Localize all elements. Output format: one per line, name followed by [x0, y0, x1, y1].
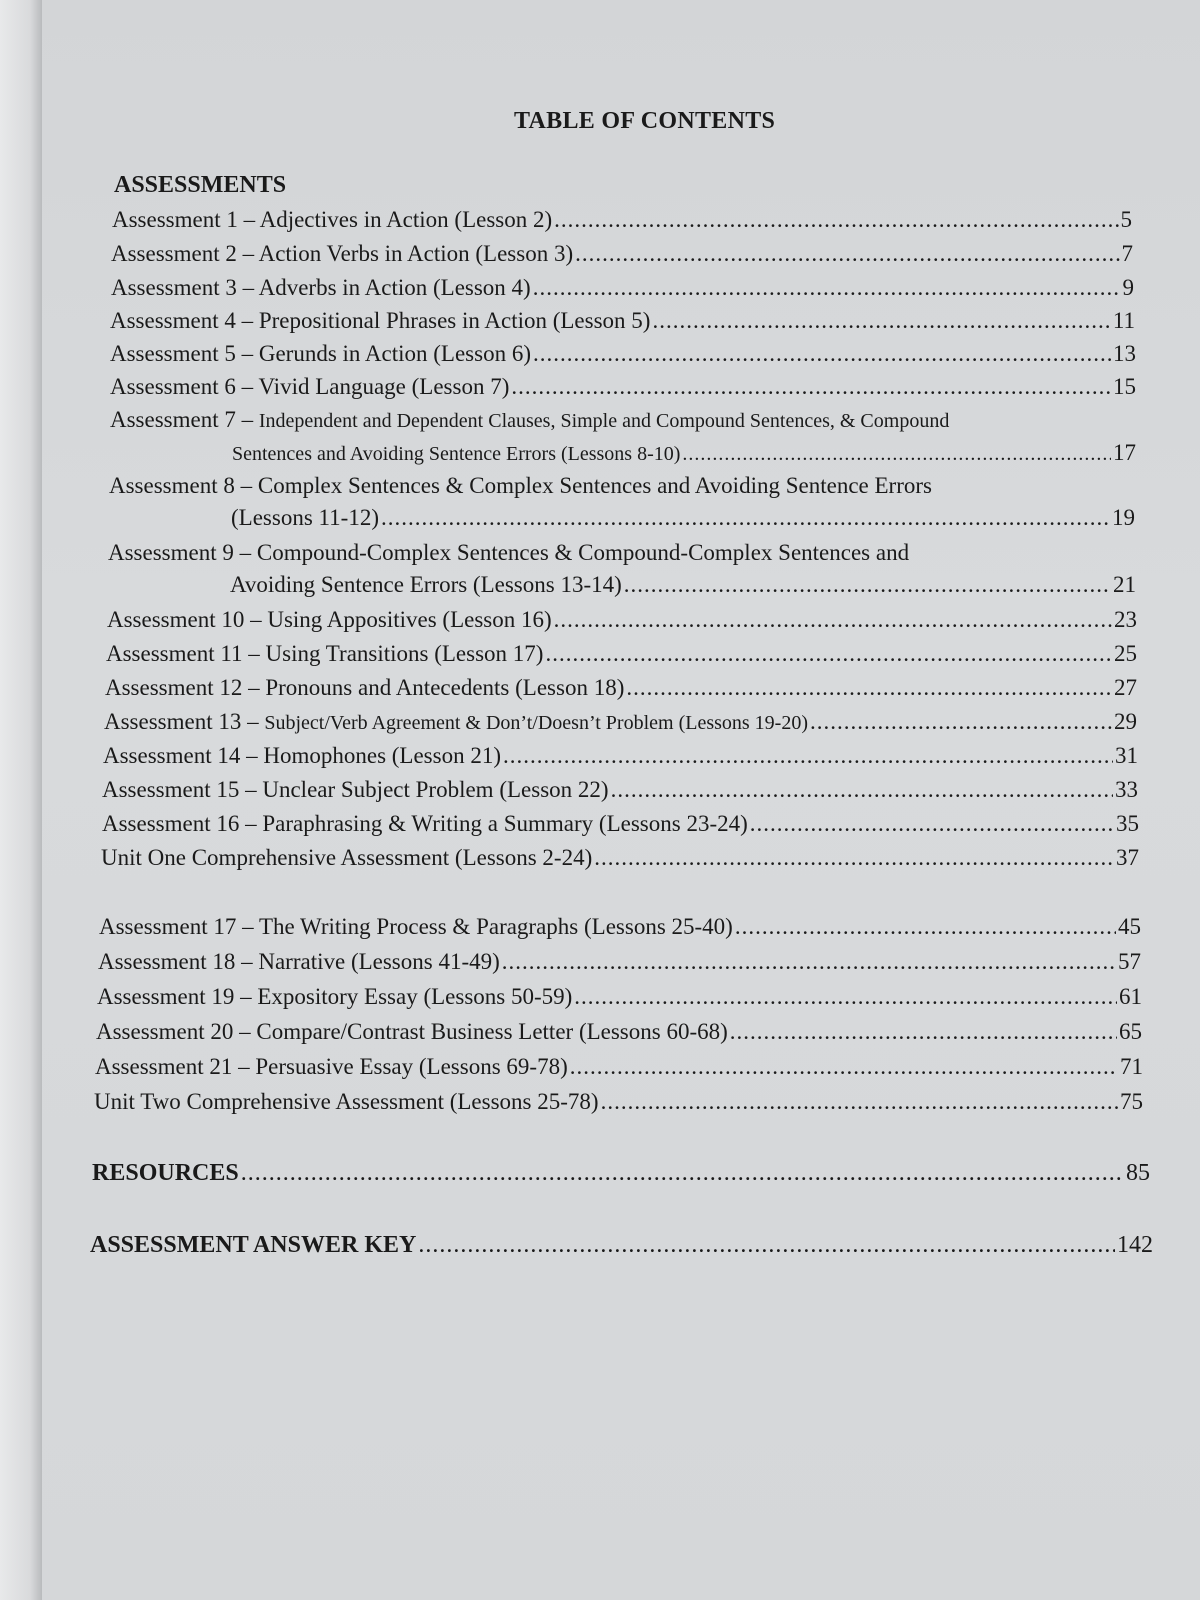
toc-entry — [110, 305, 1135, 337]
toc-entry-label: Assessment 9 – Compound-Complex Sentences & Compound-Complex Sentences and — [108, 540, 910, 565]
toc-entry-label: Assessment 12 – Pronouns and Antecedents (Lesson 18) — [105, 675, 625, 700]
leader-dots — [241, 1157, 1124, 1189]
toc-entry — [98, 946, 1141, 978]
toc-entry-page: 15 — [1113, 374, 1136, 399]
leader-dots — [418, 1229, 1115, 1261]
leader-dots — [503, 740, 1113, 772]
toc-entry-label: Assessment 1 – Adjectives in Action (Lesson 2) — [112, 207, 553, 232]
leader-dots — [554, 204, 1118, 236]
toc-entry-page: 33 — [1115, 777, 1138, 802]
toc-entry-label: Assessment 19 – Expository Essay (Lessons 50-59) — [97, 984, 573, 1009]
toc-entry — [111, 238, 1133, 270]
leader-dots — [810, 706, 1112, 738]
leader-dots — [652, 305, 1110, 337]
leader-dots — [575, 238, 1119, 270]
leader-dots — [554, 604, 1112, 636]
toc-entry-label-line2: (Lessons 11-12) — [231, 505, 379, 530]
toc-entry-page: 45 — [1118, 914, 1141, 939]
leader-dots — [574, 981, 1117, 1013]
toc-entry — [106, 638, 1137, 670]
toc-entry-label: Assessment 17 – The Writing Process & Paragraphs (Lessons 25-40) — [99, 914, 733, 939]
toc-entry — [108, 537, 1136, 601]
toc-entry-answer-key — [90, 1229, 1153, 1261]
toc-entry-label: Assessment 21 – Persuasive Essay (Lessons 69-78) — [95, 1054, 568, 1079]
leader-dots — [624, 569, 1111, 601]
toc-entry-label: Unit One Comprehensive Assessment (Lessons 2-24) — [101, 845, 593, 870]
toc-entry-page: 35 — [1116, 811, 1139, 836]
toc-entry-label: Assessment 2 – Action Verbs in Action (Lesson 3) — [111, 241, 574, 266]
toc-entry-page: 9 — [1122, 275, 1134, 300]
toc-entry-page: 19 — [1112, 505, 1135, 530]
toc-entry-page: 37 — [1116, 845, 1139, 870]
toc-entry-page: 29 — [1114, 709, 1137, 734]
toc-entry-label: RESOURCES — [92, 1160, 239, 1186]
toc-entry-page: 13 — [1113, 341, 1136, 366]
toc-entry-page: 25 — [1114, 641, 1137, 666]
toc-entry-label: Assessment 7 – — [110, 407, 259, 432]
toc-entry-page: 23 — [1114, 607, 1137, 632]
toc-entry — [102, 774, 1138, 806]
leader-dots — [502, 946, 1116, 978]
leader-dots — [611, 774, 1113, 806]
leader-dots — [570, 1051, 1118, 1083]
toc-entry-page: 21 — [1113, 572, 1136, 597]
toc-entry-page: 17 — [1113, 440, 1136, 465]
toc-entry-label: Assessment 3 – Adverbs in Action (Lesson 4) — [111, 275, 531, 300]
toc-entry — [109, 470, 1135, 534]
toc-entry — [110, 371, 1136, 403]
toc-entry-label: Assessment 11 – Using Transitions (Lesson 17) — [106, 641, 544, 666]
toc-entry-page: 31 — [1115, 743, 1138, 768]
toc-entry-label-line2: Avoiding Sentence Errors (Lessons 13-14) — [230, 572, 622, 597]
toc-entry-page: 65 — [1119, 1019, 1142, 1044]
toc-entry-page: 11 — [1112, 308, 1135, 333]
toc-entry-page: 7 — [1121, 241, 1133, 266]
toc-entry — [104, 706, 1137, 739]
toc-entry-label: Assessment 20 – Compare/Contrast Business Letter (Lessons 60-68) — [96, 1019, 728, 1044]
toc-entry-label: Assessment 8 – Complex Sentences & Complex Sentences and Avoiding Sentence Errors — [109, 473, 932, 498]
leader-dots — [533, 272, 1121, 304]
leader-dots — [750, 808, 1114, 840]
toc-entry-label: Assessment 10 – Using Appositives (Lesson 16) — [107, 607, 552, 632]
leader-dots — [601, 1086, 1118, 1118]
toc-entry-label-continued: Subject/Verb Agreement & Don’t/Doesn’t Problem (Lessons 19-20) — [264, 712, 808, 734]
toc-entry-label-continued: Independent and Dependent Clauses, Simple and Compound Sentences, & Compound — [258, 410, 950, 432]
toc-entry — [96, 1016, 1142, 1048]
toc-entry — [110, 404, 1136, 470]
toc-entry-label: Assessment 13 – — [104, 709, 265, 734]
toc-entry-label: Assessment 15 – Unclear Subject Problem (Lesson 22) — [102, 777, 609, 802]
toc-entry — [103, 740, 1138, 772]
toc-entry — [101, 842, 1139, 874]
toc-entry-label-line2: Sentences and Avoiding Sentence Errors (Lessons 8-10) — [232, 443, 681, 465]
toc-entry-resources — [92, 1157, 1150, 1189]
toc-entry-label: Assessment 16 – Paraphrasing & Writing a Summary (Lessons 23-24) — [102, 811, 748, 836]
toc-entry — [111, 272, 1134, 304]
leader-dots — [594, 842, 1114, 874]
toc-entry — [97, 981, 1142, 1013]
leader-dots — [735, 911, 1116, 943]
toc-entry-page: 61 — [1119, 984, 1142, 1009]
toc-entry — [105, 672, 1137, 704]
leader-dots — [533, 338, 1111, 370]
toc-entry — [102, 808, 1139, 840]
toc-entry-label: Assessment 6 – Vivid Language (Lesson 7) — [110, 374, 510, 399]
toc-entry-page: 75 — [1120, 1089, 1143, 1114]
toc-entry — [99, 911, 1141, 943]
toc-entry-label: Assessment 5 – Gerunds in Action (Lesson 6) — [110, 341, 531, 366]
book-gutter — [0, 0, 42, 1600]
toc-entry-page: 85 — [1126, 1160, 1150, 1186]
leader-dots — [545, 638, 1112, 670]
leader-dots — [511, 371, 1111, 403]
leader-dots — [682, 438, 1111, 470]
leader-dots — [626, 672, 1112, 704]
toc-entry — [95, 1051, 1143, 1083]
leader-dots — [381, 502, 1110, 534]
toc-entry — [107, 604, 1137, 636]
toc-entry-page: 71 — [1120, 1054, 1143, 1079]
toc-entry-label: ASSESSMENT ANSWER KEY — [90, 1232, 417, 1258]
toc-entry-page: 57 — [1118, 949, 1141, 974]
toc-entry-label: Unit Two Comprehensive Assessment (Lessons 25-78) — [94, 1089, 599, 1114]
toc-entry-label: Assessment 18 – Narrative (Lessons 41-49) — [98, 949, 500, 974]
toc-entry — [112, 204, 1132, 236]
toc-entry-page: 142 — [1117, 1232, 1153, 1258]
toc-entry-page: 27 — [1114, 675, 1137, 700]
section-heading-assessments: ASSESSMENTS — [114, 172, 287, 198]
toc-entry-page: 5 — [1120, 207, 1132, 232]
toc-entry-label: Assessment 14 – Homophones (Lesson 21) — [103, 743, 501, 768]
leader-dots — [730, 1016, 1117, 1048]
toc-entry-label: Assessment 4 – Prepositional Phrases in Action (Lesson 5) — [110, 308, 651, 333]
toc-entry — [110, 338, 1136, 370]
page-title: TABLE OF CONTENTS — [514, 108, 776, 134]
toc-entry — [94, 1086, 1143, 1118]
